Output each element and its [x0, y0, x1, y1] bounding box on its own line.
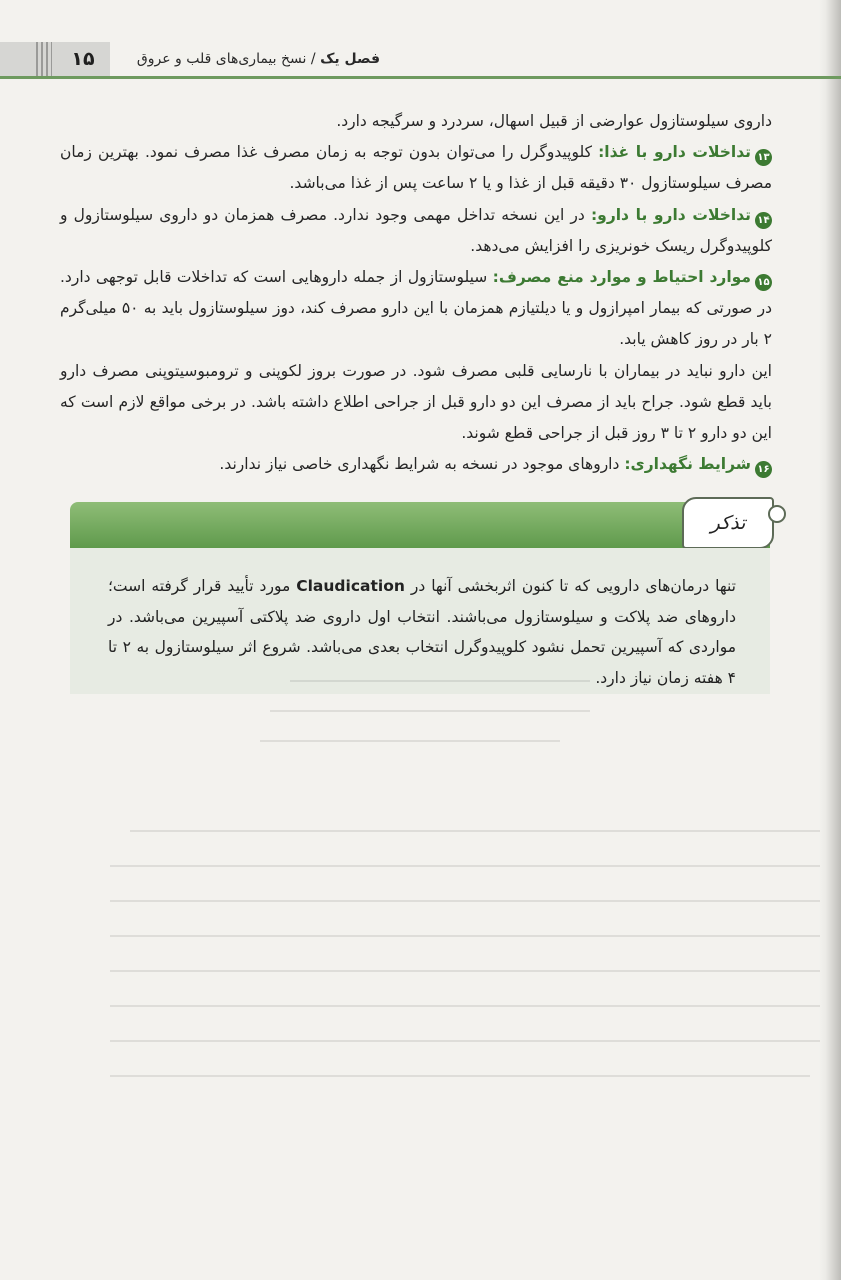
chapter-title: نسخ بیماری‌های قلب و عروق [136, 51, 307, 67]
show-through-ghost [110, 640, 830, 1140]
paragraph-text: کلوپیدوگرل را می‌توان بدون توجه به زمان مصرف غذا مصرف نمود. بهترین زمان مصرف سیلوستازول ۳۰ دقیقه قبل از غذا و یا ۲ ساعت پس از غذا می‌باشد. [60, 143, 772, 193]
paragraph-precautions [60, 262, 772, 356]
page-number: ۱۵ [71, 48, 95, 70]
paragraph-side-effects [60, 106, 772, 137]
section-number-icon: ۱۶ [755, 461, 772, 478]
paragraph-precautions-2 [60, 356, 772, 450]
paragraph-text: داروی سیلوستازول عوارضی از قبیل اسهال، سردرد و سرگیجه دارد. [336, 112, 772, 130]
note-tab-notch-icon [768, 505, 786, 523]
note-header-band [70, 502, 770, 548]
section-number-icon: ۱۴ [755, 212, 772, 229]
section-number-icon: ۱۳ [755, 149, 772, 166]
paragraph-drug-food [60, 137, 772, 199]
paragraph-text: در این نسخه تداخل مهمی وجود ندارد. مصرف همزمان دو داروی سیلوستازول و کلوپیدوگرل ریسک خونریزی را افزایش می‌دهد. [60, 205, 772, 255]
section-heading: تداخلات دارو با دارو: [590, 205, 751, 224]
section-number-icon: ۱۵ [755, 274, 772, 291]
note-text-before: تنها درمان‌های دارویی که تا کنون اثربخشی آنها در [404, 577, 736, 595]
paragraph-text: داروهای موجود در نسخه به شرایط نگهداری خاصی نیاز ندارند. [219, 455, 625, 474]
paragraph-text: سیلوستازول از جمله داروهایی است که تداخلات قابل توجهی دارد. در صورتی که بیمار امپرازول و یا دیلتیازم همزمان با این دارو مصرف کند، دوز سیلوستازول باید به ۵۰ میلی‌گرم ۲ بار در روز کاهش یابد. [60, 268, 772, 349]
note-latin-term: Claudication [296, 577, 405, 595]
running-title [120, 46, 380, 72]
section-heading: تداخلات دارو با غذا: [598, 143, 751, 162]
chapter-label: فصل یک [320, 51, 380, 67]
paragraph-drug-drug [60, 200, 772, 262]
main-text [60, 106, 772, 480]
page-header [0, 42, 841, 78]
note-tab [682, 497, 774, 549]
title-separator: / [310, 51, 316, 67]
header-stripes [36, 42, 52, 76]
note-text-after: مورد تأیید قرار گرفته است؛ داروهای ضد پلاکت و سیلوستازول می‌باشند. انتخاب اول داروی ضد پلاکتی آسپیرین می‌باشد. در مواردی که آسپیرین تحمل نشود کلوپیدوگرل انتخاب بعدی می‌باشد. شروع اثر سیلوستازول به ۲ تا ۴ هفته زمان نیاز دارد. [108, 577, 737, 687]
section-heading: شرایط نگهداری: [624, 455, 751, 474]
paragraph-storage [60, 449, 772, 480]
paragraph-text: این دارو نباید در بیماران با نارسایی قلبی مصرف شود. در صورت بروز لکوپنی و ترومبوسیتوپنی مصرف دارو باید قطع شود. جراح باید از مصرف این دو دارو قبل از جراحی اطلاع داشته باشد. در برخی مواقع لازم است که این دو دارو ۲ تا ۳ روز قبل از جراحی قطع شوند. [60, 361, 772, 443]
section-heading: موارد احتیاط و موارد منع مصرف: [492, 268, 751, 287]
note-label: تذکر [710, 512, 746, 534]
header-rule [0, 76, 841, 79]
